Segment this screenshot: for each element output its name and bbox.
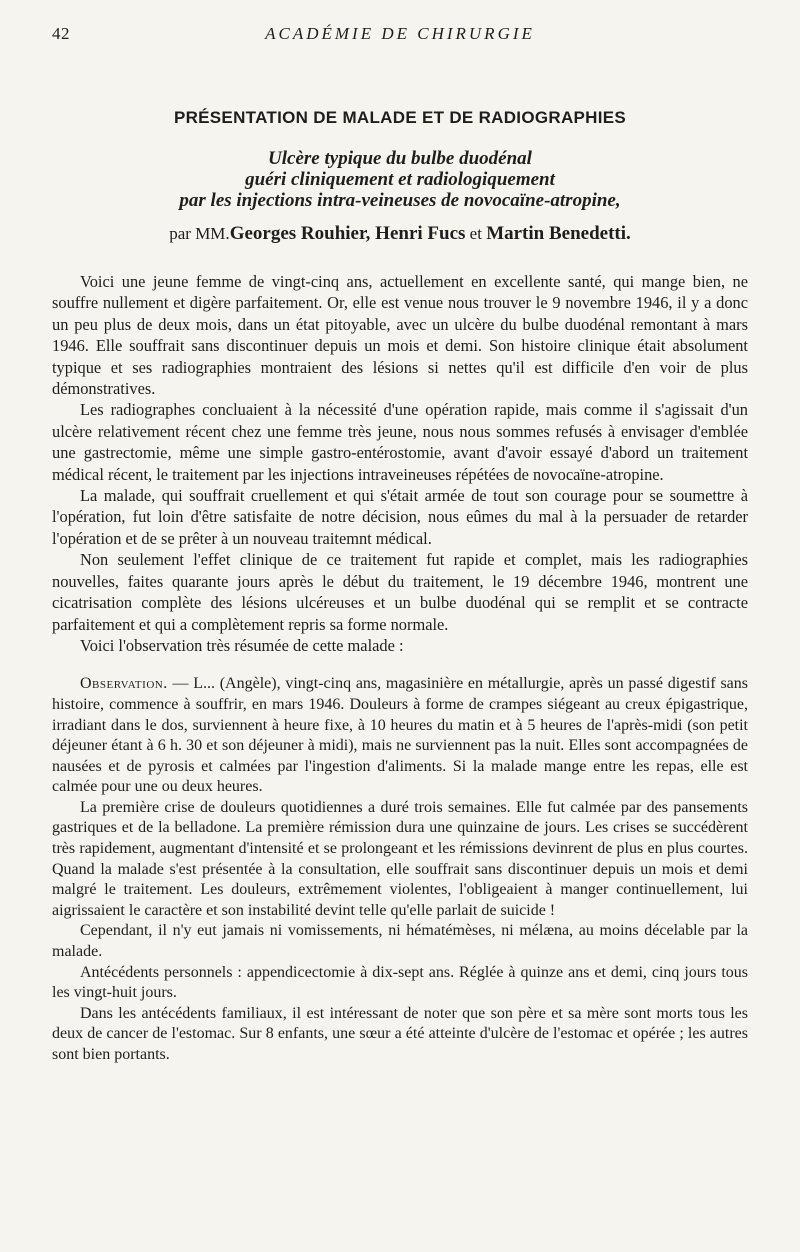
byline-conjunction: et [465, 224, 487, 243]
observation-paragraph [52, 674, 748, 798]
observation-text: — L... (Angèle), vingt-cinq ans, magasinière en métallurgie, après un passé digestif sans histoire, commence à souffrir, en mars 1946. Douleurs à forme de crampes siégeant au creux épigastrique, irradiant dans le dos, surviennent à heure fixe, à 10 heures du matin et à 5 heures de l'après-midi (son petit déjeuner étant à 6 h. 30 et son déjeuner à midi), mais ne surviennent pas la nuit. Elles sont accompagnées de nausées et de pyrosis et calmées par l'ingestion d'aliments. Si la malade mange entre les repas, elle est calmée pour une ou deux heures. [52, 675, 748, 796]
body-paragraph: Non seulement l'effet clinique de ce traitement fut rapide et complet, mais les radiographies nouvelles, faites quarante jours après le début du traitement, le 19 décembre 1946, montrent une cicatrisation complète des lésions ulcéreuses et un bulbe duodénal qui se remplit et se contracte parfaitement et qui a complètement repris sa forme normale. [52, 550, 748, 634]
author-last: Martin Benedetti. [486, 223, 631, 244]
observation-section [52, 674, 748, 1065]
article-title [52, 148, 748, 211]
observation-paragraph: La première crise de douleurs quotidiennes a duré trois semaines. Elle fut calmée par des pansements gastriques et de la belladone. La première rémission dura une quinzaine de jours. Les crises se succédèrent très rapidement, augmentant d'intensité et se prolongeant et les rémissions devinrent de plus en plus courtes. Quand la malade s'est présentée à la consultation, elle souffrait sans discontinuer depuis un mois et demi malgré le traitement. Les douleurs, extrêmement violentes, l'obligeaient à manger continuellement, lui aigrissaient le caractère et son instabilité devint telle qu'elle parlait de suicide ! [52, 798, 748, 919]
journal-title: ACADÉMIE DE CHIRURGIE [265, 24, 535, 43]
byline [52, 223, 748, 245]
author-names: Georges Rouhier, Henri Fucs [229, 223, 466, 244]
body-paragraph: Voici l'observation très résumée de cette malade : [80, 635, 404, 655]
running-head [52, 24, 748, 50]
title-line: Ulcère typique du bulbe duodénal [268, 148, 532, 169]
main-text [52, 271, 748, 656]
observation-paragraph: Cependant, il n'y eut jamais ni vomissements, ni hématémèses, ni mélæna, au moins décelable par la malade. [52, 922, 748, 961]
body-paragraph: Voici une jeune femme de vingt-cinq ans, actuellement en excellente santé, qui mange bien, ne souffre nullement et digère parfaitement. Or, elle est venue nous trouver le 9 novembre 1946, il y a donc un peu plus de deux mois, dans un état pitoyable, avec un ulcère du bulbe duodénal remontant à mars 1946. Elle souffrait sans discontinuer depuis un mois et demi. Son histoire clinique était absolument typique et ses radiographies montraient des lésions si nettes qu'il est difficile d'en voir de plus démonstratives. [52, 272, 748, 399]
page-number: 42 [52, 24, 70, 43]
body-paragraph: Les radiographes concluaient à la nécessité d'une opération rapide, mais comme il s'agissait d'un ulcère relativement récent chez une femme très jeune, nous nous sommes refusés à envisager d'emblée une gastrectomie, même une simple gastro-entérostomie, avant d'avoir essayé d'abord un traitement médical récent, le traitement par les injections intraveineuses répétées de novocaïne-atropine. [52, 400, 748, 484]
title-line: par les injections intra-veineuses de novocaïne-atropine, [179, 190, 621, 211]
byline-prefix: par MM. [169, 224, 230, 243]
observation-paragraph: Dans les antécédents familiaux, il est intéressant de noter que son père et sa mère sont morts tous les deux de cancer de l'estomac. Sur 8 enfants, une sœur a été atteinte d'ulcère de l'estomac et opérée ; les autres sont bien portants. [52, 1004, 748, 1063]
section-heading: PRÉSENTATION DE MALADE ET DE RADIOGRAPHIES [173, 108, 627, 127]
observation-label: Observation. [80, 675, 168, 693]
body-paragraph: La malade, qui souffrait cruellement et qui s'était armée de tout son courage pour se soumettre à l'opération, fut loin d'être satisfaite de notre décision, nous eûmes du mal à la persuader de retarder l'opération et de se prêter à un nouveau traitemnt médical. [52, 486, 748, 548]
observation-paragraph: Antécédents personnels : appendicectomie à dix-sept ans. Réglée à quinze ans et demi, cinq jours tous les vingt-huit jours. [52, 963, 748, 1002]
title-line: guéri cliniquement et radiologiquement [245, 169, 555, 190]
